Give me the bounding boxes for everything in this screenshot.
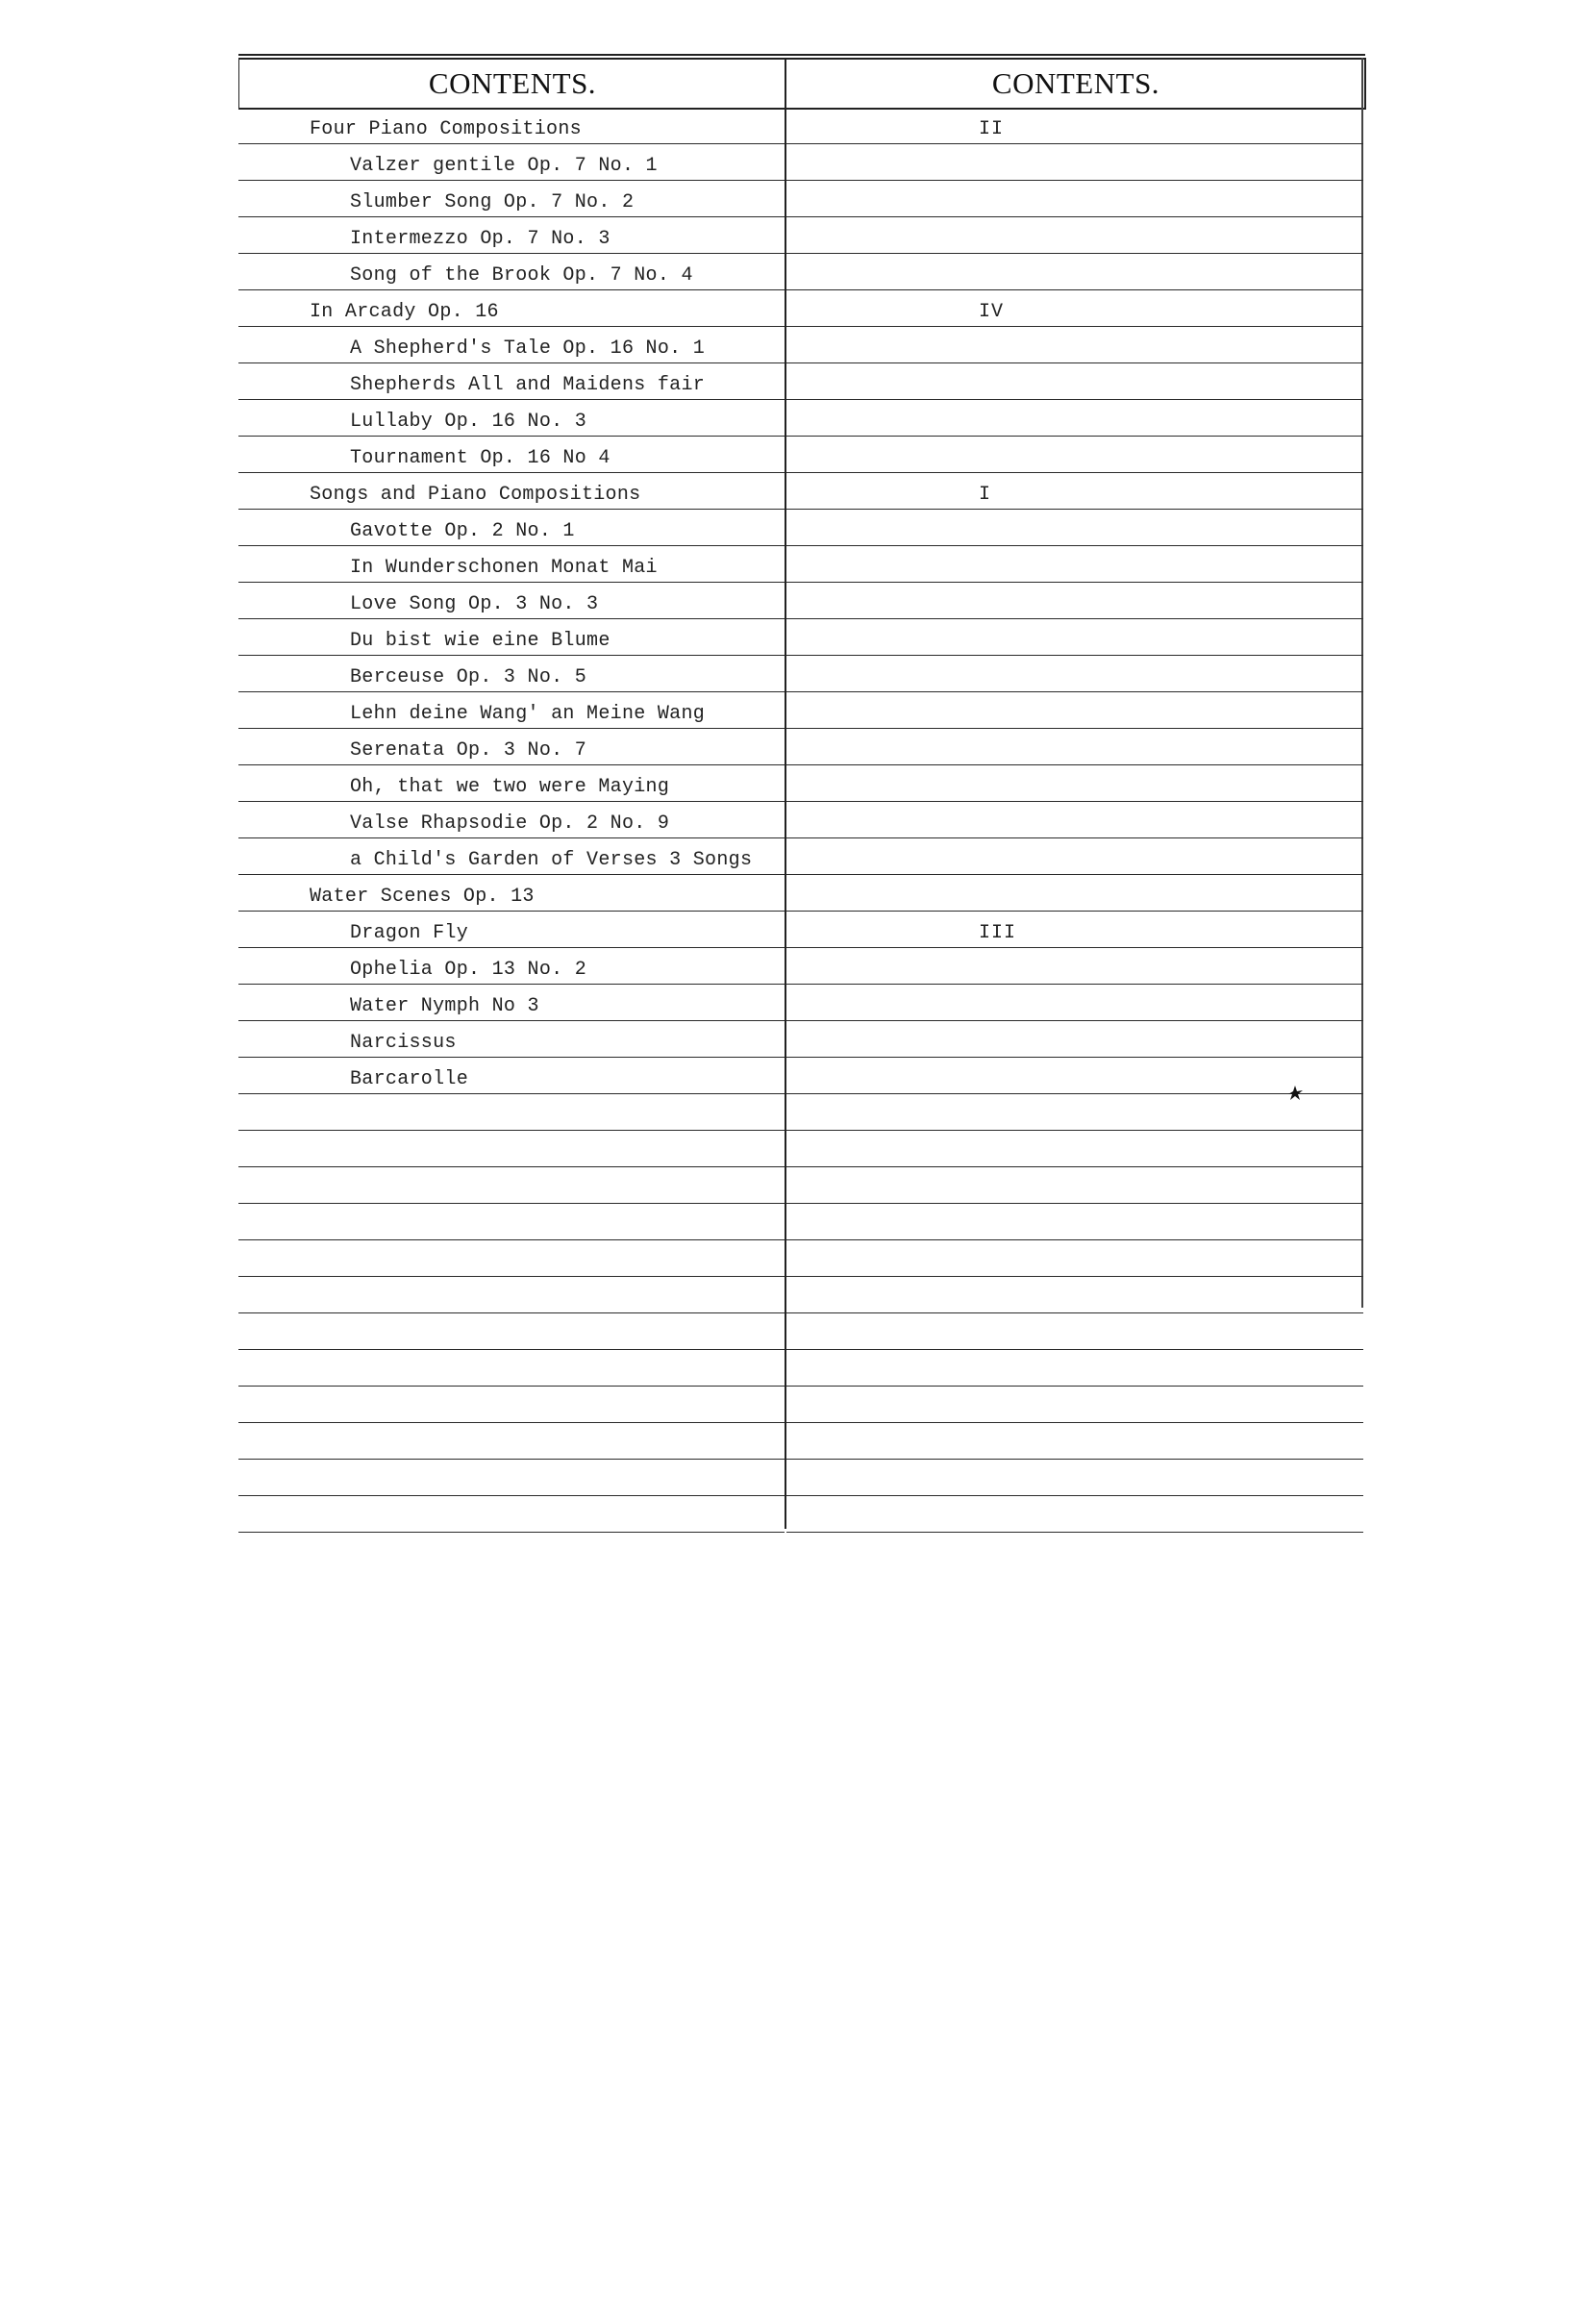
table-row [238, 692, 1365, 729]
table-row [238, 144, 1365, 181]
table-row [238, 1021, 1365, 1058]
section-heading: Songs and Piano Compositions [310, 484, 641, 506]
table-row [238, 1423, 1365, 1460]
contents-sheet [238, 54, 1365, 1535]
header-row [238, 58, 1366, 110]
volume-numeral: III [979, 922, 1017, 944]
list-item: Love Song Op. 3 No. 3 [350, 593, 599, 615]
list-item: a Child's Garden of Verses 3 Songs [350, 849, 753, 871]
table-row [238, 1240, 1365, 1277]
table-row [238, 1277, 1365, 1313]
list-item: Water Nymph No 3 [350, 995, 539, 1017]
table-row [238, 437, 1365, 473]
table-row [238, 181, 1365, 217]
table-row [238, 1094, 1365, 1131]
section-heading: In Arcady Op. 16 [310, 301, 499, 323]
table-row [238, 473, 1365, 510]
list-item: Shepherds All and Maidens fair [350, 374, 706, 396]
table-row [238, 802, 1365, 838]
volume-numeral: IV [979, 301, 1005, 323]
table-row [238, 254, 1365, 290]
table-row [238, 1387, 1365, 1423]
list-item: Intermezzo Op. 7 No. 3 [350, 228, 611, 250]
table-row [238, 765, 1365, 802]
table-row [238, 327, 1365, 363]
list-item: Barcarolle [350, 1068, 469, 1090]
row-rule-right [786, 1532, 1363, 1533]
table-row [238, 583, 1365, 619]
list-item: Slumber Song Op. 7 No. 2 [350, 191, 635, 213]
table-row [238, 1460, 1365, 1496]
table-row [238, 1496, 1365, 1533]
list-item: Valzer gentile Op. 7 No. 1 [350, 155, 658, 177]
table-row [238, 510, 1365, 546]
list-item: Lehn deine Wang' an Meine Wang [350, 703, 706, 725]
list-item: Narcissus [350, 1032, 457, 1054]
table-row [238, 729, 1365, 765]
table-row [238, 912, 1365, 948]
table-row [238, 875, 1365, 912]
table-row [238, 1167, 1365, 1204]
volume-numeral: I [979, 484, 992, 506]
row-rule-left [238, 1532, 785, 1533]
list-item: Berceuse Op. 3 No. 5 [350, 666, 587, 688]
left-column-title: CONTENTS. [428, 66, 597, 100]
list-item: Lullaby Op. 16 No. 3 [350, 411, 587, 433]
table-row [238, 290, 1365, 327]
section-heading: Water Scenes Op. 13 [310, 886, 535, 908]
list-item: A Shepherd's Tale Op. 16 No. 1 [350, 337, 706, 360]
list-item: Du bist wie eine Blume [350, 630, 611, 652]
table-row [238, 619, 1365, 656]
list-item: Gavotte Op. 2 No. 1 [350, 520, 575, 542]
table-row [238, 1131, 1365, 1167]
list-item: In Wunderschonen Monat Mai [350, 557, 658, 579]
list-item: Oh, that we two were Maying [350, 776, 670, 798]
table-row [238, 1313, 1365, 1350]
list-item: Dragon Fly [350, 922, 469, 944]
list-item: Tournament Op. 16 No 4 [350, 447, 611, 469]
volume-numeral: II [979, 118, 1005, 140]
section-heading: Four Piano Compositions [310, 118, 582, 140]
table-row [238, 1058, 1365, 1094]
table-row [238, 108, 1365, 144]
list-item: Ophelia Op. 13 No. 2 [350, 959, 587, 981]
table-row [238, 1350, 1365, 1387]
list-item: Song of the Brook Op. 7 No. 4 [350, 264, 693, 287]
table-row [238, 217, 1365, 254]
table-row [238, 656, 1365, 692]
ink-blot-icon [1284, 1083, 1306, 1104]
table-row [238, 948, 1365, 985]
table-row [238, 985, 1365, 1021]
table-row [238, 400, 1365, 437]
table-row [238, 1204, 1365, 1240]
right-column-title: CONTENTS. [991, 66, 1160, 100]
list-item: Serenata Op. 3 No. 7 [350, 739, 587, 762]
table-row [238, 838, 1365, 875]
top-rule [238, 54, 1365, 56]
table-row [238, 546, 1365, 583]
table-row [238, 363, 1365, 400]
list-item: Valse Rhapsodie Op. 2 No. 9 [350, 812, 670, 835]
